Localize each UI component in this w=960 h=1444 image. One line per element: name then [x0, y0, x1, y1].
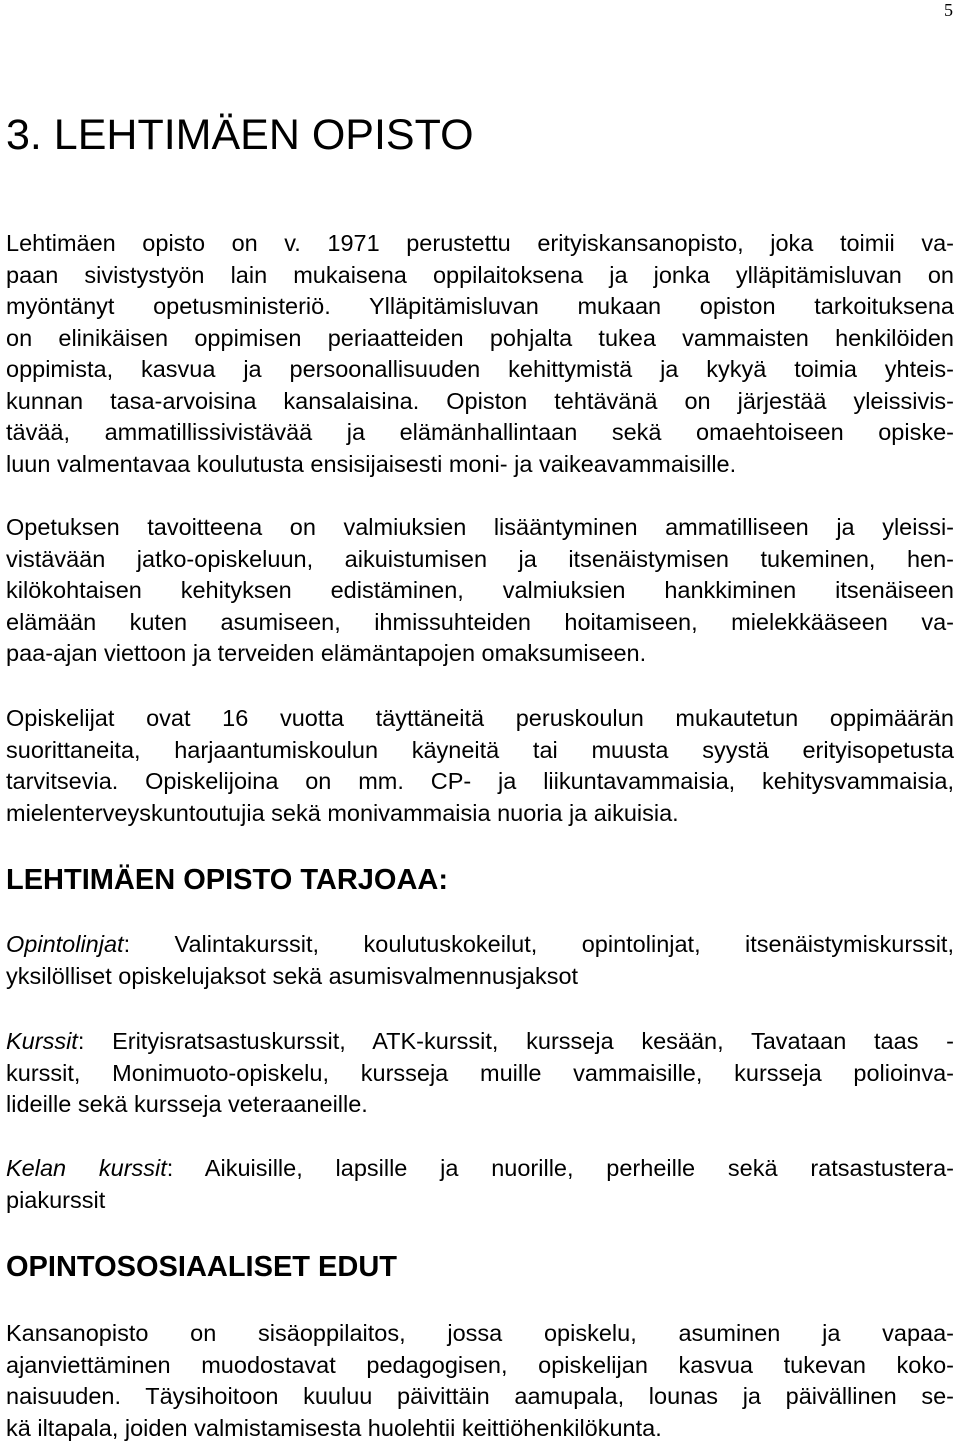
kelan-kurssit-text: : Aikuisille, lapsille ja nuorille, perheille sekä ratsastustera-: [166, 1155, 954, 1181]
kelan-kurssit-label: Kelan kurssit: [6, 1155, 167, 1181]
offers-heading: LEHTIMÄEN OPISTO TARJOAA:: [6, 864, 448, 896]
goals-line: paa-ajan viettoon ja terveiden elämäntapojen omaksumiseen.: [6, 640, 647, 666]
students-line: suorittaneita, harjaantumiskoulun käyneitä tai muusta syystä erityisopetusta: [6, 736, 954, 763]
intro-line: Lehtimäen opisto on v. 1971 perustettu erityiskansanopisto, joka toimii va-: [6, 230, 954, 256]
intro-line: paan sivistystyön lain mukaisena oppilaitoksena ja jonka ylläpitämisluvan on: [6, 261, 954, 288]
benefits-line: ajanviettäminen muodostavat pedagogisen, opiskelijan kasvua tukevan koko-: [6, 1351, 954, 1378]
benefits-line: kä iltapala, joiden valmistamisesta huolehtii keittiöhenkilökunta.: [6, 1414, 662, 1441]
opintolinjat-paragraph: [6, 929, 954, 992]
goals-paragraph: [6, 512, 954, 670]
benefits-paragraph: [6, 1318, 954, 1444]
kurssit-line: kurssit, Monimuoto-opiskelu, kursseja muille vammaisille, kursseja polioinva-: [6, 1059, 954, 1086]
intro-paragraph: [6, 228, 954, 480]
kurssit-paragraph: [6, 1026, 954, 1121]
students-line: mielenterveyskuntoutujia sekä monivammaisia nuoria ja aikuisia.: [6, 799, 679, 826]
intro-line: tävää, ammatillissivistävää ja elämänhallintaan sekä omaehtoiseen opiske-: [6, 419, 954, 445]
students-paragraph: [6, 703, 954, 829]
kurssit-text: : Erityisratsastuskurssit, ATK-kurssit, kursseja kesään, Tavataan taas -: [77, 1028, 954, 1054]
intro-line: myöntänyt opetusministeriö. Ylläpitämisluvan mukaan opiston tarkoituksena: [6, 293, 954, 319]
goals-line: kilökohtaisen kehityksen edistäminen, valmiuksien hankkiminen itsenäiseen: [6, 577, 954, 603]
kurssit-label: Kurssit: [6, 1028, 78, 1054]
students-line: Opiskelijat ovat 16 vuotta täyttäneitä peruskoulun mukautetun oppimäärän: [6, 705, 954, 731]
goals-line: Opetuksen tavoitteena on valmiuksien lisääntyminen ammatilliseen ja yleissi-: [6, 514, 954, 540]
goals-line: elämään kuten asumiseen, ihmissuhteiden hoitamiseen, mielekkääseen va-: [6, 608, 954, 635]
kurssit-line: [6, 1026, 954, 1058]
opintolinjat-text: : Valintakurssit, koulutuskokeilut, opintolinjat, itsenäistymiskurssit,: [123, 931, 954, 957]
opintolinjat-line: yksilölliset opiskelujaksot sekä asumisvalmennusjaksot: [6, 962, 579, 989]
kurssit-line: lideille sekä kursseja veteraaneille.: [6, 1091, 368, 1117]
benefits-line: naisuuden. Täysihoitoon kuuluu päivittäin aamupala, lounas ja päivällinen se-: [6, 1383, 954, 1409]
benefits-line: Kansanopisto on sisäoppilaitos, jossa opiskelu, asuminen ja vapaa-: [6, 1320, 954, 1346]
kelan-kurssit-line: [6, 1153, 954, 1185]
intro-line: luun valmentavaa koulutusta ensisijaisesti moni- ja vaikeavammaisille.: [6, 450, 737, 477]
kelan-kurssit-paragraph: [6, 1153, 954, 1216]
kelan-kurssit-line: piakurssit: [6, 1186, 106, 1213]
opintolinjat-label: Opintolinjat: [6, 931, 124, 957]
students-line: tarvitsevia. Opiskelijoina on mm. CP- ja liikuntavammaisia, kehitysvammaisia,: [6, 768, 954, 794]
page-title: 3. LEHTIMÄEN OPISTO: [6, 111, 474, 159]
intro-line: on elinikäisen oppimisen periaatteiden pohjalta tukea vammaisten henkilöiden: [6, 324, 954, 351]
intro-line: kunnan tasa-arvoisina kansalaisina. Opiston tehtävänä on järjestää yleissivis-: [6, 387, 954, 414]
goals-line: vistävään jatko-opiskeluun, aikuistumisen ja itsenäistymisen tukeminen, hen-: [6, 545, 954, 572]
page-number: 5: [944, 0, 953, 20]
opintolinjat-line: [6, 929, 954, 961]
intro-line: oppimista, kasvua ja persoonallisuuden kehittymistä ja kykyä toimia yhteis-: [6, 356, 954, 382]
benefits-heading: OPINTOSOSIAALISET EDUT: [6, 1251, 398, 1283]
